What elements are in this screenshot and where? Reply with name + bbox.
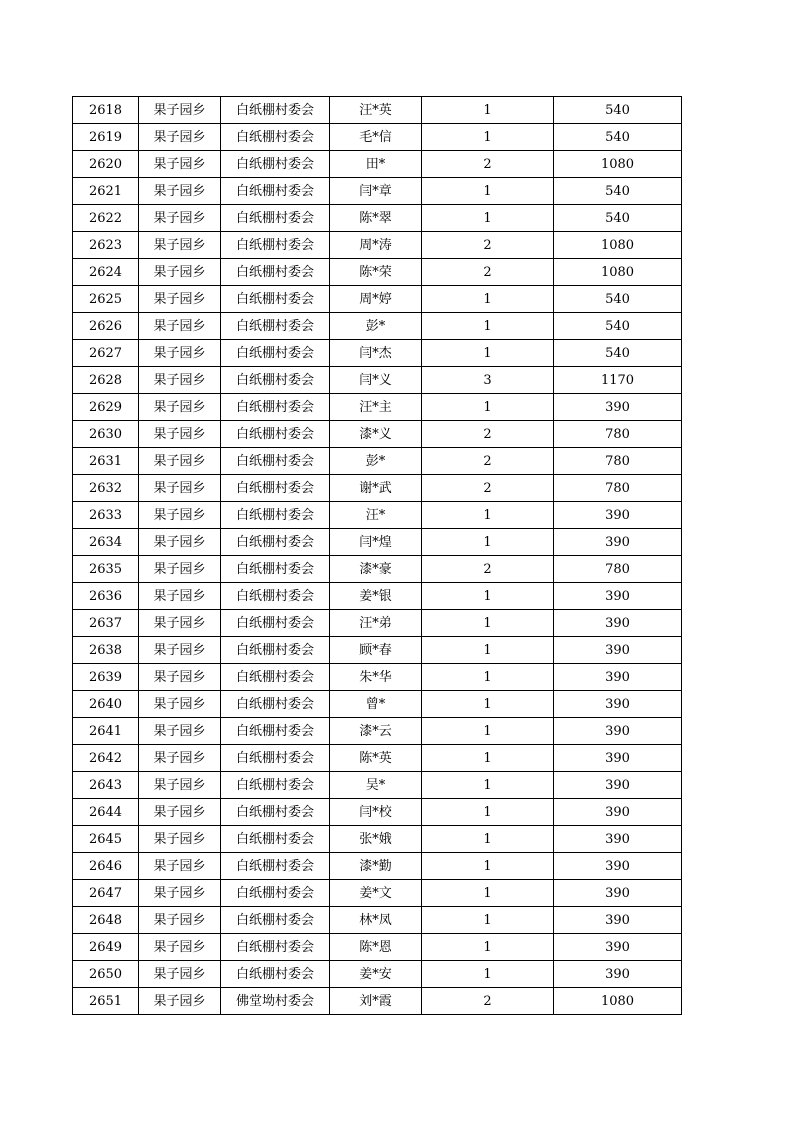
village-committee-cell: 白纸棚村委会 [221,772,330,799]
name-cell: 周*婷 [330,286,422,313]
town-cell: 果子园乡 [139,259,221,286]
row-number-cell: 2629 [73,394,139,421]
table-row [73,502,682,529]
row-number-cell: 2626 [73,313,139,340]
amount-cell: 390 [554,664,682,691]
household-count-cell: 2 [422,448,554,475]
town-cell: 果子园乡 [139,610,221,637]
household-count-cell: 1 [422,664,554,691]
row-number-cell: 2640 [73,691,139,718]
town-cell: 果子园乡 [139,637,221,664]
name-cell: 漆*勤 [330,853,422,880]
row-number-cell: 2627 [73,340,139,367]
village-committee-cell: 白纸棚村委会 [221,502,330,529]
town-cell: 果子园乡 [139,745,221,772]
row-number-cell: 2642 [73,745,139,772]
town-cell: 果子园乡 [139,340,221,367]
amount-cell: 540 [554,286,682,313]
town-cell: 果子园乡 [139,124,221,151]
village-committee-cell: 白纸棚村委会 [221,259,330,286]
row-number-cell: 2620 [73,151,139,178]
name-cell: 吴* [330,772,422,799]
table-row [73,367,682,394]
amount-cell: 540 [554,124,682,151]
table-row [73,124,682,151]
amount-cell: 1080 [554,259,682,286]
row-number-cell: 2622 [73,205,139,232]
amount-cell: 540 [554,340,682,367]
name-cell: 汪*弟 [330,610,422,637]
amount-cell: 390 [554,610,682,637]
row-number-cell: 2646 [73,853,139,880]
row-number-cell: 2644 [73,799,139,826]
name-cell: 闫*校 [330,799,422,826]
town-cell: 果子园乡 [139,394,221,421]
village-committee-cell: 白纸棚村委会 [221,664,330,691]
village-committee-cell: 白纸棚村委会 [221,637,330,664]
village-committee-cell: 白纸棚村委会 [221,853,330,880]
household-count-cell: 2 [422,556,554,583]
town-cell: 果子园乡 [139,421,221,448]
table-row [73,610,682,637]
row-number-cell: 2645 [73,826,139,853]
town-cell: 果子园乡 [139,826,221,853]
household-count-cell: 1 [422,637,554,664]
name-cell: 林*凤 [330,907,422,934]
village-committee-cell: 白纸棚村委会 [221,97,330,124]
amount-cell: 390 [554,394,682,421]
household-count-cell: 1 [422,313,554,340]
table-row [73,664,682,691]
row-number-cell: 2643 [73,772,139,799]
row-number-cell: 2638 [73,637,139,664]
table-row [73,259,682,286]
village-committee-cell: 白纸棚村委会 [221,448,330,475]
household-count-cell: 1 [422,610,554,637]
amount-cell: 780 [554,475,682,502]
name-cell: 周*涛 [330,232,422,259]
table-row [73,691,682,718]
row-number-cell: 2621 [73,178,139,205]
amount-cell: 780 [554,448,682,475]
amount-cell: 540 [554,178,682,205]
village-committee-cell: 白纸棚村委会 [221,286,330,313]
village-committee-cell: 白纸棚村委会 [221,313,330,340]
name-cell: 漆*云 [330,718,422,745]
roster-table-body [73,97,682,1015]
town-cell: 果子园乡 [139,178,221,205]
table-row [73,745,682,772]
village-committee-cell: 白纸棚村委会 [221,799,330,826]
amount-cell: 1080 [554,151,682,178]
village-committee-cell: 白纸棚村委会 [221,718,330,745]
amount-cell: 390 [554,934,682,961]
name-cell: 漆*豪 [330,556,422,583]
name-cell: 汪* [330,502,422,529]
name-cell: 姜*文 [330,880,422,907]
town-cell: 果子园乡 [139,799,221,826]
name-cell: 张*娥 [330,826,422,853]
village-committee-cell: 白纸棚村委会 [221,556,330,583]
household-count-cell: 1 [422,205,554,232]
village-committee-cell: 白纸棚村委会 [221,421,330,448]
name-cell: 姜*安 [330,961,422,988]
village-committee-cell: 白纸棚村委会 [221,610,330,637]
village-committee-cell: 白纸棚村委会 [221,205,330,232]
name-cell: 彭* [330,448,422,475]
row-number-cell: 2637 [73,610,139,637]
household-count-cell: 1 [422,286,554,313]
name-cell: 田* [330,151,422,178]
name-cell: 闫*章 [330,178,422,205]
village-committee-cell: 白纸棚村委会 [221,583,330,610]
household-count-cell: 1 [422,799,554,826]
row-number-cell: 2623 [73,232,139,259]
household-count-cell: 2 [422,988,554,1015]
amount-cell: 540 [554,313,682,340]
household-count-cell: 1 [422,394,554,421]
name-cell: 闫*杰 [330,340,422,367]
amount-cell: 780 [554,421,682,448]
table-row [73,961,682,988]
name-cell: 彭* [330,313,422,340]
household-count-cell: 1 [422,907,554,934]
amount-cell: 390 [554,826,682,853]
household-count-cell: 1 [422,124,554,151]
household-count-cell: 1 [422,880,554,907]
town-cell: 果子园乡 [139,664,221,691]
row-number-cell: 2624 [73,259,139,286]
table-row [73,529,682,556]
amount-cell: 390 [554,718,682,745]
row-number-cell: 2636 [73,583,139,610]
table-row [73,475,682,502]
town-cell: 果子园乡 [139,934,221,961]
table-row [73,826,682,853]
town-cell: 果子园乡 [139,718,221,745]
village-committee-cell: 白纸棚村委会 [221,232,330,259]
town-cell: 果子园乡 [139,475,221,502]
town-cell: 果子园乡 [139,907,221,934]
table-row [73,340,682,367]
table-row [73,448,682,475]
table-row [73,718,682,745]
row-number-cell: 2635 [73,556,139,583]
row-number-cell: 2619 [73,124,139,151]
amount-cell: 390 [554,880,682,907]
amount-cell: 390 [554,691,682,718]
household-count-cell: 1 [422,772,554,799]
village-committee-cell: 白纸棚村委会 [221,961,330,988]
household-count-cell: 1 [422,826,554,853]
village-committee-cell: 白纸棚村委会 [221,529,330,556]
name-cell: 汪*主 [330,394,422,421]
amount-cell: 390 [554,745,682,772]
amount-cell: 390 [554,799,682,826]
town-cell: 果子园乡 [139,286,221,313]
town-cell: 果子园乡 [139,961,221,988]
name-cell: 刘*霞 [330,988,422,1015]
name-cell: 陈*英 [330,745,422,772]
village-committee-cell: 佛堂坳村委会 [221,988,330,1015]
amount-cell: 1080 [554,988,682,1015]
amount-cell: 390 [554,853,682,880]
household-count-cell: 1 [422,178,554,205]
household-count-cell: 1 [422,853,554,880]
household-count-cell: 1 [422,97,554,124]
household-count-cell: 1 [422,340,554,367]
household-count-cell: 1 [422,691,554,718]
row-number-cell: 2650 [73,961,139,988]
row-number-cell: 2633 [73,502,139,529]
table-row [73,799,682,826]
amount-cell: 540 [554,205,682,232]
table-row [73,394,682,421]
row-number-cell: 2628 [73,367,139,394]
table-row [73,853,682,880]
household-count-cell: 3 [422,367,554,394]
household-count-cell: 1 [422,934,554,961]
table-row [73,313,682,340]
row-number-cell: 2648 [73,907,139,934]
table-row [73,205,682,232]
amount-cell: 540 [554,97,682,124]
village-committee-cell: 白纸棚村委会 [221,826,330,853]
table-row [73,421,682,448]
household-count-cell: 1 [422,502,554,529]
household-count-cell: 1 [422,745,554,772]
table-row [73,934,682,961]
table-row [73,286,682,313]
amount-cell: 1170 [554,367,682,394]
table-row [73,178,682,205]
name-cell: 曾* [330,691,422,718]
name-cell: 闫*煌 [330,529,422,556]
town-cell: 果子园乡 [139,529,221,556]
table-row [73,556,682,583]
name-cell: 闫*义 [330,367,422,394]
village-committee-cell: 白纸棚村委会 [221,907,330,934]
town-cell: 果子园乡 [139,151,221,178]
name-cell: 谢*武 [330,475,422,502]
amount-cell: 780 [554,556,682,583]
row-number-cell: 2634 [73,529,139,556]
table-row [73,988,682,1015]
amount-cell: 390 [554,583,682,610]
row-number-cell: 2631 [73,448,139,475]
household-count-cell: 1 [422,583,554,610]
table-row [73,151,682,178]
amount-cell: 390 [554,637,682,664]
amount-cell: 390 [554,907,682,934]
town-cell: 果子园乡 [139,880,221,907]
village-committee-cell: 白纸棚村委会 [221,367,330,394]
household-count-cell: 2 [422,475,554,502]
town-cell: 果子园乡 [139,367,221,394]
name-cell: 陈*荣 [330,259,422,286]
table-row [73,97,682,124]
amount-cell: 390 [554,772,682,799]
village-committee-cell: 白纸棚村委会 [221,178,330,205]
household-count-cell: 2 [422,232,554,259]
household-count-cell: 1 [422,961,554,988]
table-row [73,907,682,934]
name-cell: 陈*恩 [330,934,422,961]
amount-cell: 390 [554,502,682,529]
village-committee-cell: 白纸棚村委会 [221,394,330,421]
name-cell: 毛*信 [330,124,422,151]
town-cell: 果子园乡 [139,556,221,583]
name-cell: 漆*义 [330,421,422,448]
town-cell: 果子园乡 [139,313,221,340]
table-row [73,637,682,664]
row-number-cell: 2651 [73,988,139,1015]
village-committee-cell: 白纸棚村委会 [221,475,330,502]
table-row [73,232,682,259]
table-row [73,880,682,907]
roster-table [72,96,682,1015]
row-number-cell: 2630 [73,421,139,448]
household-count-cell: 1 [422,718,554,745]
table-row [73,583,682,610]
village-committee-cell: 白纸棚村委会 [221,340,330,367]
name-cell: 顾*春 [330,637,422,664]
name-cell: 姜*银 [330,583,422,610]
household-count-cell: 2 [422,421,554,448]
row-number-cell: 2641 [73,718,139,745]
town-cell: 果子园乡 [139,772,221,799]
name-cell: 朱*华 [330,664,422,691]
town-cell: 果子园乡 [139,502,221,529]
village-committee-cell: 白纸棚村委会 [221,934,330,961]
row-number-cell: 2632 [73,475,139,502]
town-cell: 果子园乡 [139,853,221,880]
town-cell: 果子园乡 [139,691,221,718]
town-cell: 果子园乡 [139,448,221,475]
name-cell: 陈*翠 [330,205,422,232]
village-committee-cell: 白纸棚村委会 [221,124,330,151]
household-count-cell: 2 [422,151,554,178]
town-cell: 果子园乡 [139,205,221,232]
town-cell: 果子园乡 [139,988,221,1015]
town-cell: 果子园乡 [139,232,221,259]
row-number-cell: 2649 [73,934,139,961]
town-cell: 果子园乡 [139,97,221,124]
amount-cell: 390 [554,529,682,556]
household-count-cell: 1 [422,529,554,556]
row-number-cell: 2625 [73,286,139,313]
row-number-cell: 2647 [73,880,139,907]
village-committee-cell: 白纸棚村委会 [221,151,330,178]
table-row [73,772,682,799]
row-number-cell: 2639 [73,664,139,691]
amount-cell: 390 [554,961,682,988]
town-cell: 果子园乡 [139,583,221,610]
name-cell: 汪*英 [330,97,422,124]
household-count-cell: 2 [422,259,554,286]
village-committee-cell: 白纸棚村委会 [221,691,330,718]
village-committee-cell: 白纸棚村委会 [221,745,330,772]
row-number-cell: 2618 [73,97,139,124]
amount-cell: 1080 [554,232,682,259]
village-committee-cell: 白纸棚村委会 [221,880,330,907]
